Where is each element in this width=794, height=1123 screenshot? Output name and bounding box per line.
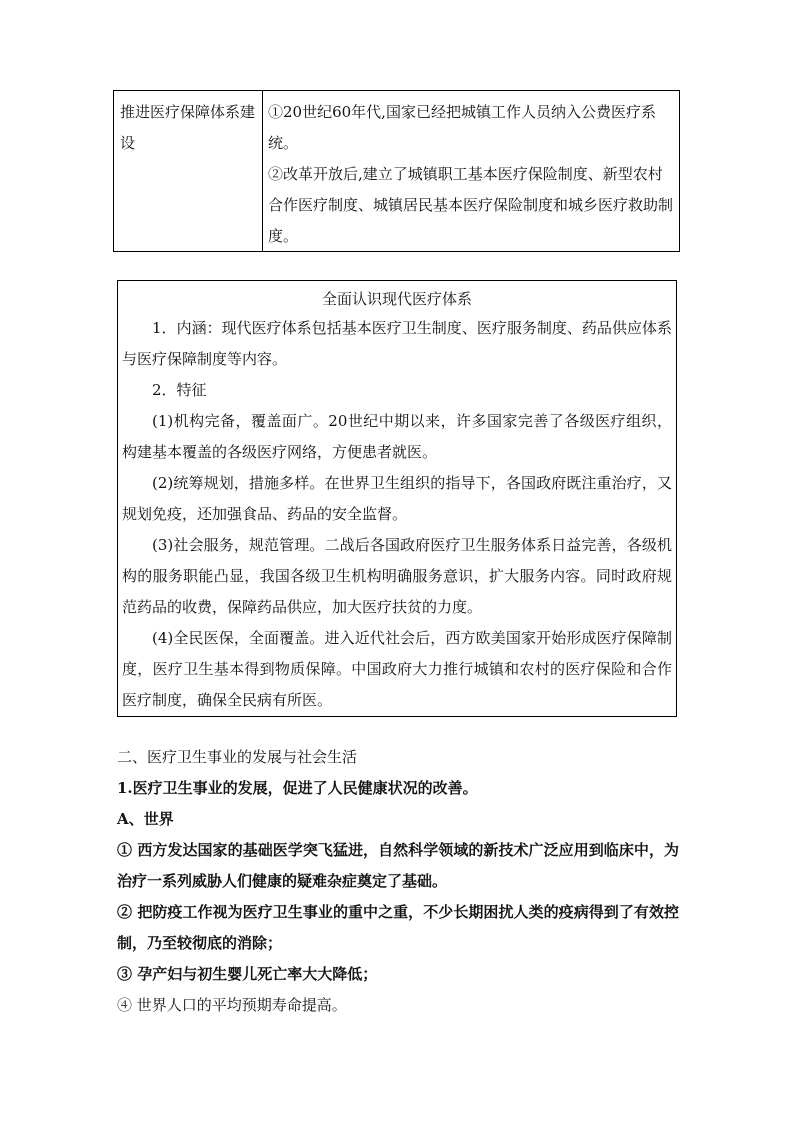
table-left-cell [114, 91, 263, 251]
subheading-world: A、世界 [117, 810, 174, 828]
point-heading: 1.医疗卫生事业的发展，促进了人民健康状况的改善。 [117, 779, 478, 797]
table-right-cell [263, 91, 679, 251]
list-item: ① 西方发达国家的基础医学突飞猛进，自然科学领域的新技术广泛应用到临床中，为治疗一系列威胁人们健康的疑难杂症奠定了基础。 [117, 841, 679, 890]
list-item: ③ 孕产妇与初生婴儿死亡率大大降低； [117, 965, 378, 983]
list-item: ④ 世界人口的平均预期寿命提高。 [117, 996, 347, 1014]
box-paragraph: (2)统筹规划，措施多样。在世界卫生组织的指导下，各国政府既注重治疗，又规划免疫，还加强食品、药品的安全监督。 [122, 474, 672, 523]
box-paragraph: 1．内涵：现代医疗体系包括基本医疗卫生制度、医疗服务制度、药品供应体系与医疗保障制度等内容。 [122, 319, 672, 368]
list-item: ② 把防疫工作视为医疗卫生事业的重中之重，不少长期困扰人类的疫病得到了有效控制，乃至较彻底的消除； [117, 903, 679, 952]
box-paragraph: (1)机构完备，覆盖面广。20世纪中期以来，许多国家完善了各级医疗组织，构建基本覆盖的各级医疗网络，方便患者就医。 [122, 412, 672, 461]
box-title: 全面认识现代医疗体系 [321, 290, 472, 308]
box-paragraph: (4)全民医保，全面覆盖。进入近代社会后，西方欧美国家开始形成医疗保障制度，医疗卫生基本得到物质保障。中国政府大力推行城镇和农村的医疗保险和合作医疗制度，确保全民病有所医。 [122, 629, 672, 709]
table-right-item: ①20世纪60年代,国家已经把城镇工作人员纳入公费医疗系统。 [268, 103, 656, 152]
medical-security-table [113, 90, 680, 252]
box-paragraph: 2．特征 [152, 381, 207, 399]
box-paragraph: (3)社会服务，规范管理。二战后各国政府医疗卫生服务体系日益完善，各级机构的服务职能凸显，我国各级卫生机构明确服务意识，扩大服务内容。同时政府规范药品的收费，保障药品供应，加大医疗扶贫的力度。 [122, 536, 672, 616]
lower-section [117, 742, 679, 1021]
table-left-cell-text: 推进医疗保障体系建设 [120, 103, 256, 152]
modern-medical-system-box [117, 280, 677, 717]
section-heading: 二、医疗卫生事业的发展与社会生活 [117, 748, 358, 766]
table-right-item: ②改革开放后,建立了城镇职工基本医疗保险制度、新型农村合作医疗制度、城镇居民基本医疗保险制度和城乡医疗救助制度。 [268, 165, 674, 245]
